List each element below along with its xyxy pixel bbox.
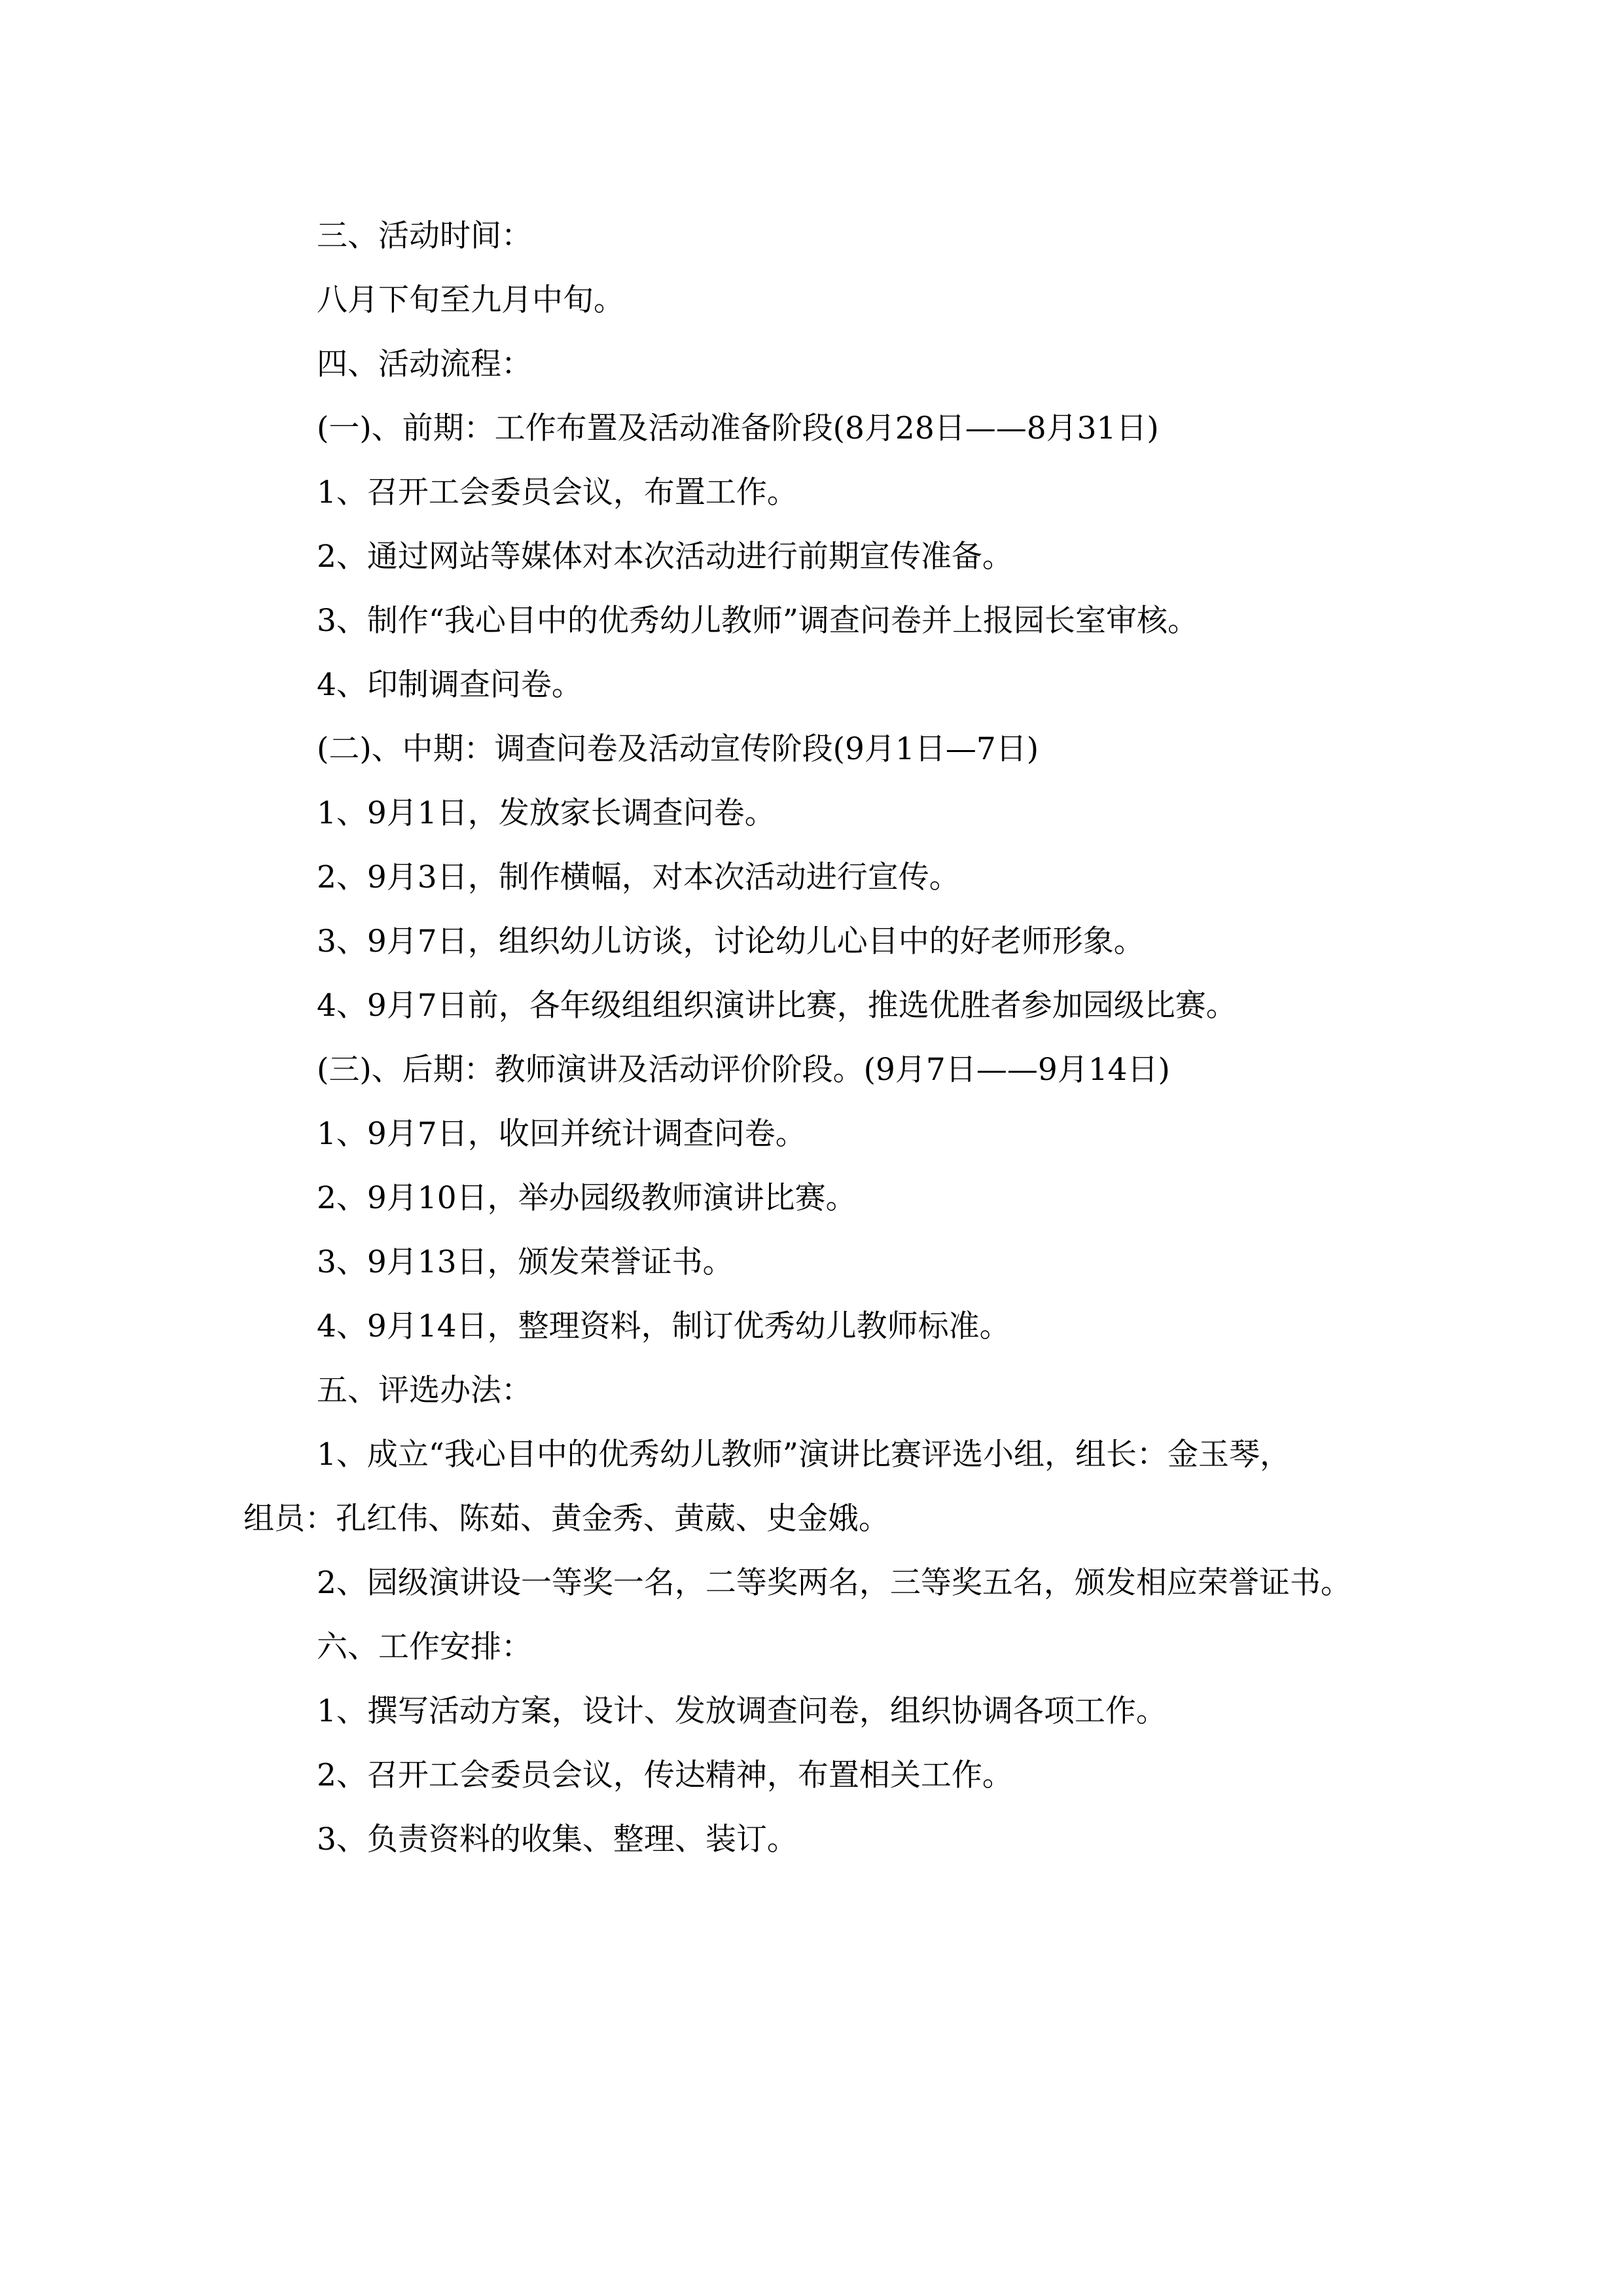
list-item: 1、撰写活动方案，设计、发放调查问卷，组织协调各项工作。 bbox=[317, 1693, 1167, 1729]
list-item: 3、负责资料的收集、整理、装订。 bbox=[317, 1821, 798, 1857]
list-item: 2、通过网站等媒体对本次活动进行前期宣传准备。 bbox=[317, 539, 1013, 575]
list-item: 1、召开工会委员会议，布置工作。 bbox=[317, 475, 798, 511]
section-heading-work-arrangement: 六、工作安排： bbox=[317, 1629, 532, 1665]
paragraph-activity-time: 八月下旬至九月中旬。 bbox=[317, 282, 624, 318]
subheading-early-stage: (一)、前期：工作布置及活动准备阶段(8月28日——8月31日) bbox=[317, 410, 1159, 446]
list-item: 3、9月13日，颁发荣誉证书。 bbox=[317, 1244, 734, 1280]
list-item: 2、9月10日，举办园级教师演讲比赛。 bbox=[317, 1180, 857, 1216]
list-item: 4、印制调查问卷。 bbox=[317, 667, 582, 703]
list-item: 2、召开工会委员会议，传达精神，布置相关工作。 bbox=[317, 1757, 1013, 1793]
section-heading-activity-process: 四、活动流程： bbox=[317, 346, 532, 382]
subheading-middle-stage: (二)、中期：调查问卷及活动宣传阶段(9月1日—7日) bbox=[317, 731, 1039, 767]
list-item: 2、9月3日，制作横幅，对本次活动进行宣传。 bbox=[317, 859, 960, 895]
list-item: 4、9月14日，整理资料，制订优秀幼儿教师标准。 bbox=[317, 1308, 1010, 1344]
list-item: 3、9月7日，组织幼儿访谈，讨论幼儿心目中的好老师形象。 bbox=[317, 924, 1145, 960]
list-item: 2、园级演讲设一等奖一名，二等奖两名，三等奖五名，颁发相应荣誉证书。 bbox=[317, 1565, 1351, 1601]
list-item-continuation: 组员：孔红伟、陈茹、黄金秀、黄葳、史金娥。 bbox=[243, 1501, 889, 1537]
list-item: 1、9月7日，收回并统计调查问卷。 bbox=[317, 1116, 806, 1152]
document-body bbox=[243, 204, 1406, 1872]
list-item: 1、9月1日，发放家长调查问卷。 bbox=[317, 795, 776, 831]
list-item: 3、制作“我心目中的优秀幼儿教师”调查问卷并上报园长室审核。 bbox=[317, 603, 1198, 639]
subheading-late-stage: (三)、后期：教师演讲及活动评价阶段。(9月7日——9月14日) bbox=[317, 1052, 1170, 1088]
section-heading-activity-time: 三、活动时间： bbox=[317, 218, 532, 254]
section-heading-selection-method: 五、评选办法： bbox=[317, 1372, 532, 1408]
list-item: 4、9月7日前，各年级组组织演讲比赛，推选优胜者参加园级比赛。 bbox=[317, 988, 1237, 1024]
list-item: 1、成立“我心目中的优秀幼儿教师”演讲比赛评选小组，组长：金玉琴， bbox=[317, 1437, 1291, 1473]
